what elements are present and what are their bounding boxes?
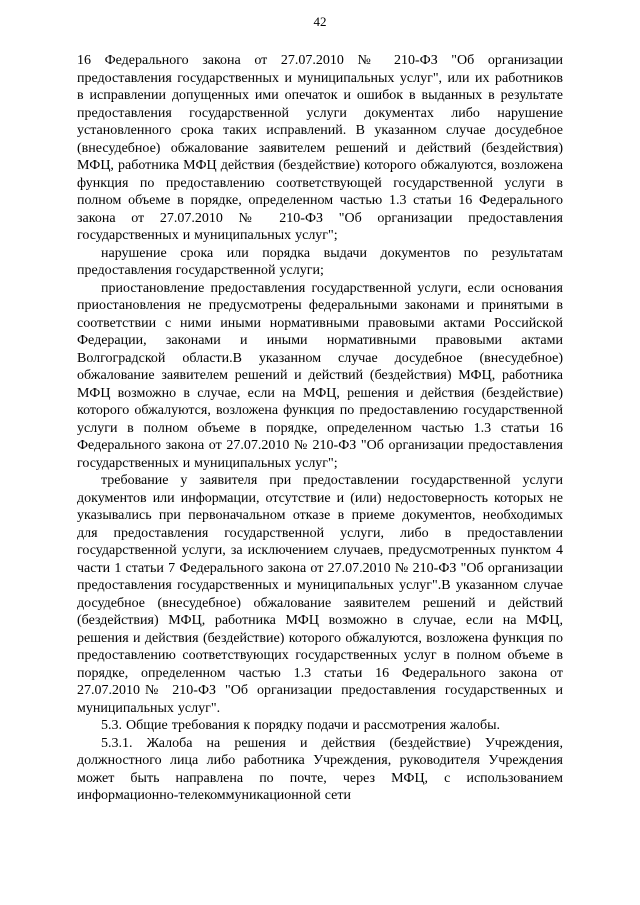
paragraph-5-3-1: 5.3.1. Жалоба на решения и действия (бездействие) Учреждения, должностного лица либо работника Учреждения, руководителя Учреждения может быть направлена по почте, через МФЦ, с использованием информационно-телекоммуникационной сети <box>77 735 563 803</box>
document-body <box>77 52 563 805</box>
page-number: 42 <box>313 14 327 29</box>
section-heading-5-3: 5.3. Общие требования к порядку подачи и рассмотрения жалобы. <box>101 718 501 733</box>
paragraph-1: 16 Федерального закона от 27.07.2010 № 210-ФЗ "Об организации предоставления государственных и муниципальных услуг", или их работников в исправлении допущенных ими опечаток и ошибок в выданных в результате предоставления государственной услуги документах либо нарушение установленного срока таких исправлений. В указанном случае досудебное (внесудебное) обжалование заявителем решений и действий (бездействия) МФЦ, работника МФЦ действия (бездействие) которого обжалуются, возложена функция по предоставлению соответствующей государственной услуги в полном объеме в порядке, определенном частью 1.3 статьи 16 Федерального закона от 27.07.2010 № 210-ФЗ "Об организации предоставления государственных и муниципальных услуг"; <box>77 53 563 243</box>
paragraph-2: нарушение срока или порядка выдачи документов по результатам предоставления государственной услуги; <box>77 245 563 278</box>
paragraph-3: приостановление предоставления государственной услуги, если основания приостановления не предусмотрены федеральными законами и принятыми в соответствии с ними иными нормативными правовыми актами Российской Федерации, законами и иными нормативными правовыми актами Волгоградской области.В указанном случае досудебное (внесудебное) обжалование заявителем решений и действий (бездействия) МФЦ, работника МФЦ возможно в случае, если на МФЦ, решения и действия (бездействие) которого обжалуются, возложена функция по предоставлению государственной услуги в полном объеме в порядке, определенном частью 1.3 статьи 16 Федерального закона от 27.07.2010 № 210-ФЗ "Об организации предоставления государственных и муниципальных услуг"; <box>77 280 563 471</box>
paragraph-4: требование у заявителя при предоставлении государственной услуги документов или информации, отсутствие и (или) недостоверность которых не указывались при первоначальном отказе в приеме документов, необходимых для предоставления государственной услуги, либо в предоставлении государственной услуги, за исключением случаев, предусмотренных пунктом 4 части 1 статьи 7 Федерального закона от 27.07.2010 № 210-ФЗ "Об организации предоставления государственных и муниципальных услуг".В указанном случае досудебное (внесудебное) обжалование заявителем решений и действий (бездействия) МФЦ, работника МФЦ возможно в случае, если на МФЦ, решения и действия (бездействие) которого обжалуются, возложена функция по предоставлению соответствующих государственных услуг в полном объеме в порядке, определенном частью 1.3 статьи 16 Федерального закона от 27.07.2010№ 210-ФЗ "Об организации предоставления государственных и муниципальных услуг". <box>77 473 563 716</box>
